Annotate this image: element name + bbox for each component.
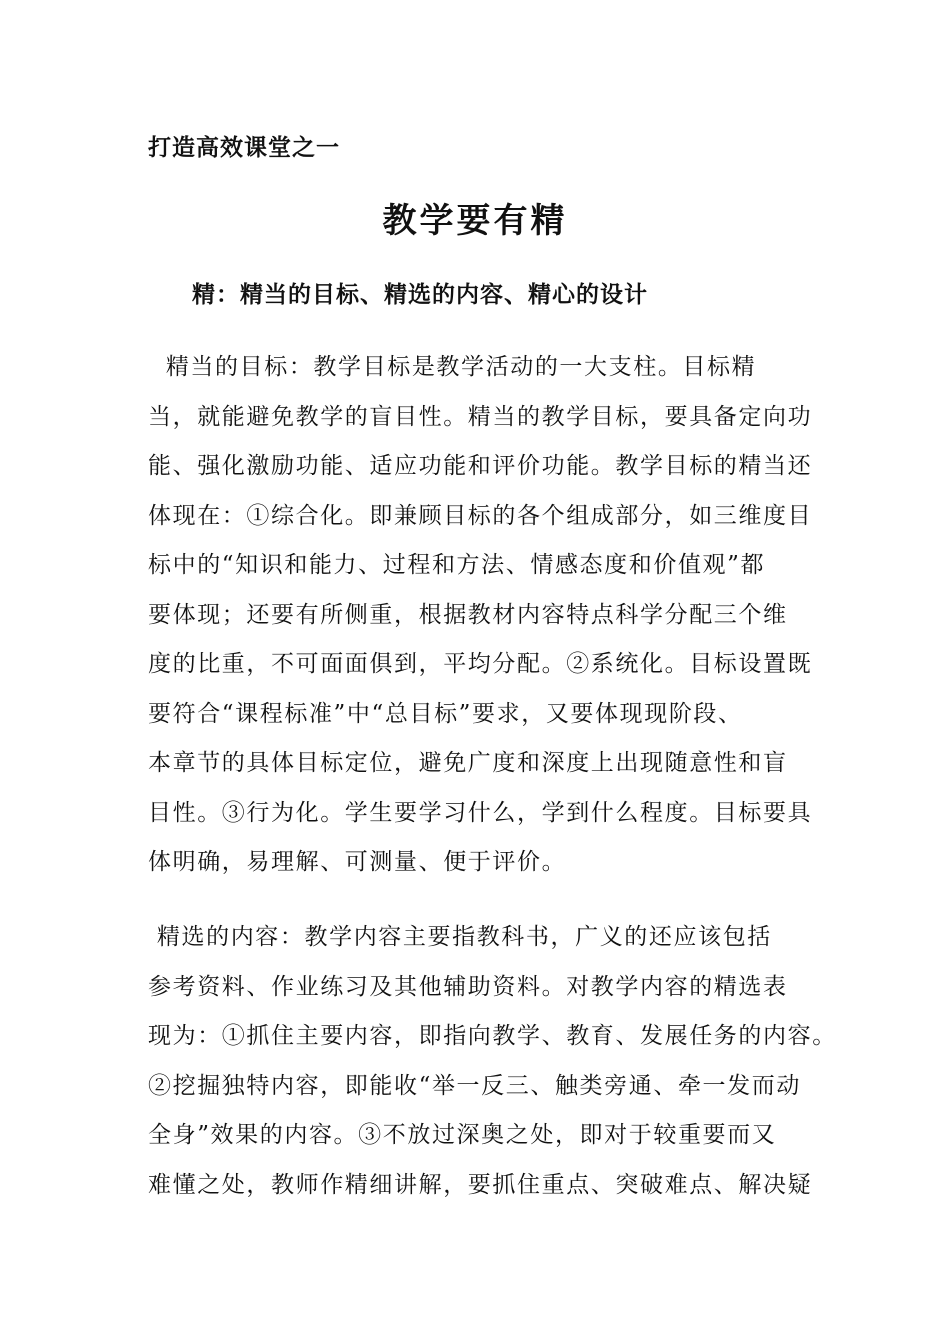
paragraph-selected-content: [148, 913, 837, 1210]
paragraph-line: 要符合“课程标准”中“总目标”要求，又要体现现阶段、: [148, 700, 743, 727]
paragraph-line: 能、强化激励功能、适应功能和评价功能。教学目标的精当还: [148, 453, 813, 479]
paragraph-line: 体现在：①综合化。即兼顾目标的各个组成部分，如三维度目: [148, 502, 813, 529]
paragraph-line: 精当的目标：教学目标是教学活动的一大支柱。目标精: [148, 354, 757, 380]
paragraph-line: 参考资料、作业练习及其他辅助资料。对教学内容的精选表: [148, 973, 788, 1000]
paragraph-line: 现为：①抓住主要内容，即指向教学、教育、发展任务的内容。: [148, 1023, 837, 1049]
paragraph-line: 精选的内容：教学内容主要指教科书，广义的还应该包括: [148, 924, 772, 950]
paragraph-line: 本章节的具体目标定位，避免广度和深度上出现随意性和盲: [148, 750, 788, 776]
paragraph-line: 体明确，易理解、可测量、便于评价。: [148, 849, 567, 875]
paragraph-line: 全身”效果的内容。③不放过深奥之处，即对于较重要而又: [148, 1122, 777, 1148]
paragraph-line: 难懂之处，教师作精细讲解，要抓住重点、突破难点、解决疑: [148, 1171, 813, 1198]
paragraph-line: 度的比重，不可面面俱到，平均分配。②系统化。目标设置既: [148, 651, 813, 677]
paragraph-precise-objectives: [148, 343, 813, 888]
paragraph-line: 要体现；还要有所侧重，根据教材内容特点科学分配三个维: [148, 601, 788, 628]
series-label: 打造高效课堂之一: [148, 134, 340, 161]
document-title: 教学要有精: [382, 201, 568, 241]
paragraph-line: 当，就能避免教学的盲目性。精当的教学目标，要具备定向功: [148, 403, 813, 430]
paragraph-line: 目性。③行为化。学生要学习什么，学到什么程度。目标要具: [148, 799, 813, 826]
document-subtitle: 精：精当的目标、精选的内容、精心的设计: [192, 281, 648, 308]
paragraph-line: 标中的“知识和能力、过程和方法、情感态度和价值观”都: [148, 552, 766, 578]
paragraph-line: ②挖掘独特内容，即能收“举一反三、触类旁通、牵一发而动: [148, 1072, 801, 1099]
